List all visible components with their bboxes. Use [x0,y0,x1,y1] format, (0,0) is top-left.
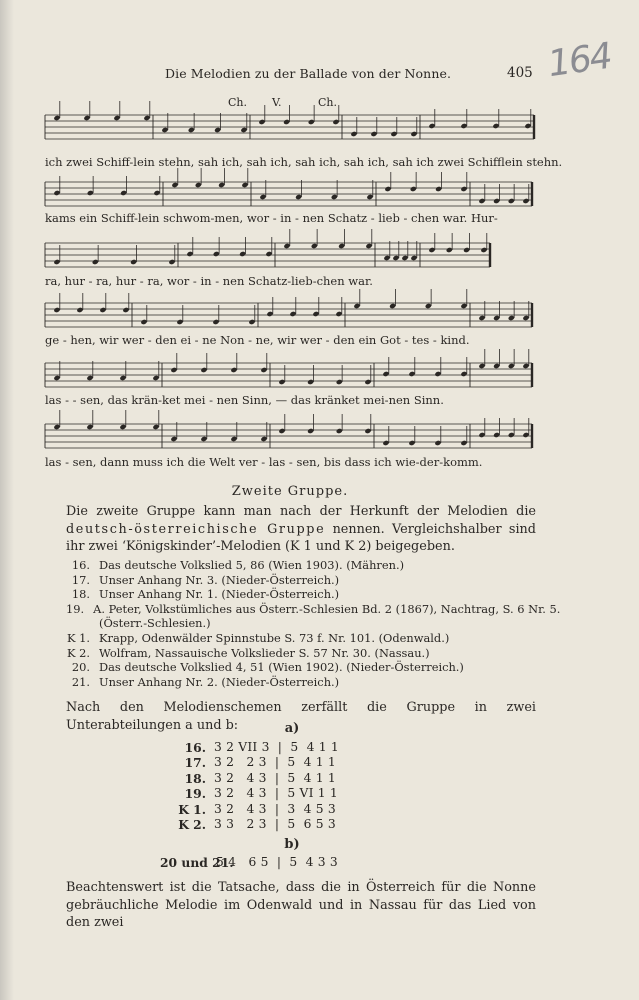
scheme-value: 3 2 VII 3 | 5 4 1 1 [214,740,339,754]
source-number: 21. [71,674,90,689]
scheme-value: 3 2 4 3 | 5 VI 1 1 [214,786,338,801]
section-heading: Zweite Gruppe. [231,484,349,499]
scheme-key: K 2. [178,816,206,832]
source-item [66,660,546,675]
intro-paragraph [66,503,536,556]
scheme-key: 18. [184,770,206,786]
source-text: Krapp, Odenwälder Spinnstube S. 73 f. Nr. 101. (Odenwald.) [99,630,450,645]
scheme-value: 5 4 6 5 | 5 4 3 3 [216,855,338,869]
handwritten-folio-number: 164 [545,35,614,86]
source-item [66,558,546,573]
music-annotation-v: V. [272,96,282,109]
scheme-row [168,802,339,817]
source-item [66,646,546,661]
source-text: Das deutsche Volkslied 5, 86 (Wien 1903). (Mähren.) [99,558,405,572]
source-continuation-text: (Österr.-Schlesien.) [99,616,211,631]
source-number: 16. [71,558,90,572]
scheme-row [168,817,339,832]
source-item [66,631,546,646]
source-item [66,573,546,588]
lyrics-line-4: ge - hen, wir wer - den ei - ne Non - ne, wir wer - den ein Got - tes - kind. [45,333,470,347]
scheme-intro: Nach den Melodienschemen zerfällt die Gruppe in zwei Unterabteilungen a und b: [66,700,536,733]
lyrics-line-5: las - - sen, das krän-ket mei - nen Sinn, — das kränket mei-nen Sinn. [45,393,444,407]
scheme-value: 3 2 2 3 | 5 4 1 1 [214,755,336,770]
scheme-row [160,855,338,870]
intro-text-b: nennen. Vergleichshalber sind ihr zwei ‘Königskinder’-Melodien (K 1 und K 2) beigegeben. [66,521,536,554]
music-annotation-ch-2: Ch. [318,96,337,109]
scheme-row [168,755,339,770]
closing-paragraph: Beachtenswert ist die Tatsache, dass die in Österreich für die Nonne gebräuchliche Melodie im Odenwald und in Nassau für das Lied von den zwei [66,880,536,930]
scheme-key: 17. [184,755,206,771]
scheme-value: 3 3 2 3 | 5 6 5 3 [214,816,336,831]
scheme-row [168,786,339,801]
source-continuation [66,616,546,631]
lyrics-line-2: kams ein Schiff-lein schwom-men, wor - in - nen Schatz - lieb - chen war. Hur- [45,211,498,225]
source-text: Wolfram, Nassauische Volkslieder S. 57 Nr. 30. (Nassau.) [99,645,430,660]
source-number: 20. [71,660,90,675]
source-text: A. Peter, Volkstümliches aus Österr.-Schlesien Bd. 2 (1867), Nachtrag, S. 6 Nr. 5. [93,601,561,616]
source-number: K 2. [67,645,90,660]
lyrics-line-1: ich zwei Schiff-lein stehn, sah ich, sah ich, sah ich, sah ich, sah ich zwei Schifflein stehn. [45,155,563,169]
intro-text-emphasis: deutsch-österreichische Gruppe [66,521,326,537]
source-list [66,558,561,689]
source-item [66,675,546,690]
page-number: 405 [507,65,533,81]
lyrics-line-6: las - sen, dann muss ich die Welt ver - las - sen, bis dass ich wie-der-komm. [45,455,483,469]
scheme-row [168,740,339,755]
intro-text-a: Die zweite Gruppe kann man nach der Herkunft der Melodien die [66,504,536,519]
source-number: 17. [71,572,90,587]
lyrics-line-3: ra, hur - ra, hur - ra, wor - in - nen Schatz-lieb-chen war. [45,274,373,288]
scheme-key: 20 und 21. [160,855,234,870]
source-number: 18. [71,587,90,602]
scheme-key: K 1. [178,801,206,817]
source-item [66,601,561,617]
scheme-value: 3 2 4 3 | 5 4 1 1 [214,770,336,785]
source-text: Unser Anhang Nr. 3. (Nieder-Österreich.) [99,572,340,587]
source-number: K 1. [67,630,90,645]
scheme-key: 19. [184,786,206,802]
source-item [66,587,546,602]
scheme-row [168,771,339,786]
scheme-table-b [160,855,338,870]
source-text: Das deutsche Volkslied 4, 51 (Wien 1902). (Nieder-Österreich.) [99,660,464,675]
source-text: Unser Anhang Nr. 1. (Nieder-Österreich.) [99,587,340,602]
music-annotation-ch-1: Ch. [228,96,247,109]
subdivision-a-label: a) [284,721,300,736]
scheme-value: 3 2 4 3 | 3 4 5 3 [214,801,336,816]
scheme-key: 16. [184,740,206,755]
subdivision-b-label: b) [284,837,300,852]
running-title: Die Melodien zu der Ballade von der Nonne. [165,66,452,81]
source-text: Unser Anhang Nr. 2. (Nieder-Österreich.) [99,674,340,689]
source-number: 19. [66,601,85,616]
scheme-table-a [168,740,339,832]
